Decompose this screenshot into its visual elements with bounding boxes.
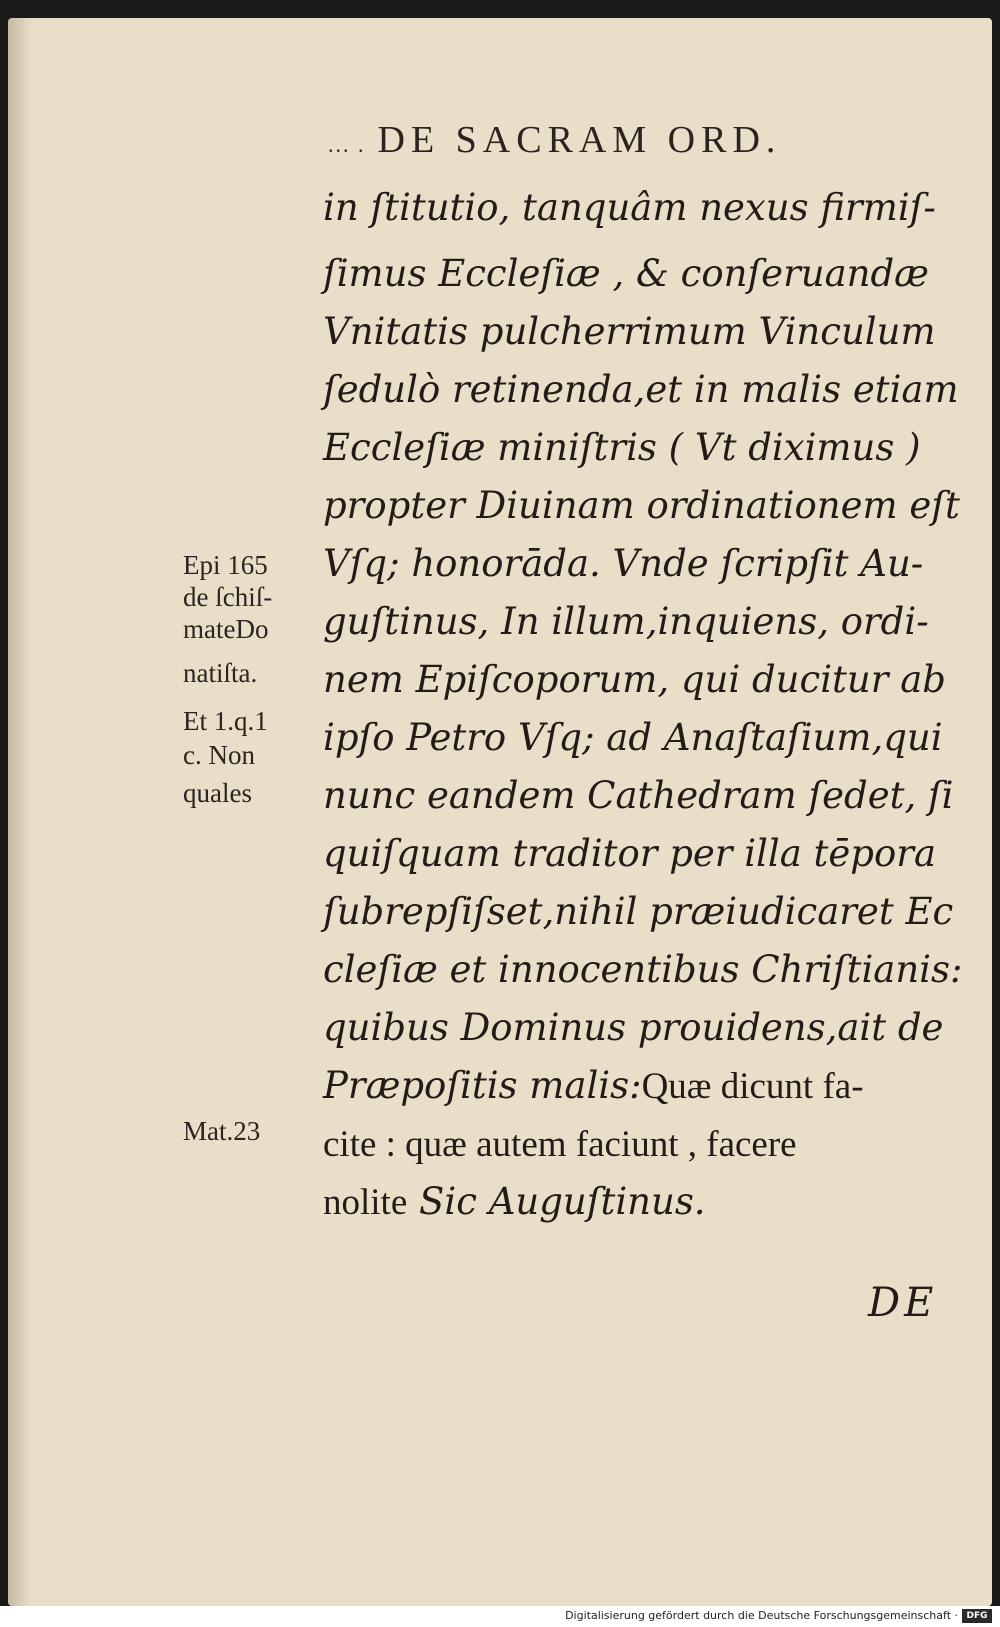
text-line-11: nunc eandem Cathedram ſedet, ſi (323, 774, 954, 817)
margin-note: de ſchiſ- (183, 582, 273, 612)
text-line-7: Vſq; honorāda. Vnde ſcripſit Au- (323, 542, 924, 585)
text-line-12: quiſquam traditor per illa tēpora (323, 832, 937, 875)
running-header (328, 118, 781, 162)
footer-bar (0, 1606, 1000, 1627)
header-title: DE SACRAM ORD. (377, 119, 782, 161)
text-line-6: propter Diuinam ordinationem eſt (323, 484, 960, 527)
catchword: DE (868, 1280, 938, 1326)
header-mark: ... . (328, 132, 366, 157)
text-line-5: Eccleſiæ miniſtris ( Vt diximus ) (323, 426, 921, 469)
text-line-1: in ſtitutio, tanquâm nexus firmiſ- (323, 186, 936, 229)
text-line-8: guſtinus, In illum,inquiens, ordi- (323, 600, 929, 643)
margin-note: natiſta. (183, 658, 258, 688)
text-line-2: ſimus Eccleſiæ , & conſeruandæ (323, 252, 929, 295)
text-line-10: ipſo Petro Vſq; ad Anaſtaſium,qui (323, 716, 943, 759)
text-line-18: nolite Sic Auguſtinus. (323, 1180, 706, 1223)
margin-note: Et 1.q.1 (183, 706, 268, 736)
text-line-15: quibus Dominus prouidens,ait de (323, 1006, 944, 1049)
text-line-16: Præpoſitis malis:Quæ dicunt fa- (323, 1064, 864, 1107)
text-line-3: Vnitatis pulcherrimum Vinculum (323, 310, 936, 353)
footer-credit: Digitalisierung gefördert durch die Deutsche Forschungsgemeinschaft · (565, 1609, 958, 1622)
margin-note: c. Non (183, 740, 255, 770)
dfg-logo: DFG (962, 1609, 992, 1623)
text-line-17: cite : quæ autem faciunt , facere (323, 1124, 797, 1165)
margin-note: mateDo (183, 614, 269, 644)
text-line-14: cleſiæ et innocentibus Chriſtianis: (323, 948, 963, 991)
text-line-4: ſedulò retinenda,et in malis etiam (323, 368, 959, 411)
margin-note: Mat.23 (183, 1116, 261, 1146)
book-page (8, 18, 992, 1606)
text-line-13: ſubrepſiſset,nihil præiudicaret Ec (323, 890, 954, 933)
margin-note: Epi 165 (183, 550, 268, 580)
text-line-9: nem Epiſcoporum, qui ducitur ab (323, 658, 946, 701)
margin-note: quales (183, 778, 252, 808)
